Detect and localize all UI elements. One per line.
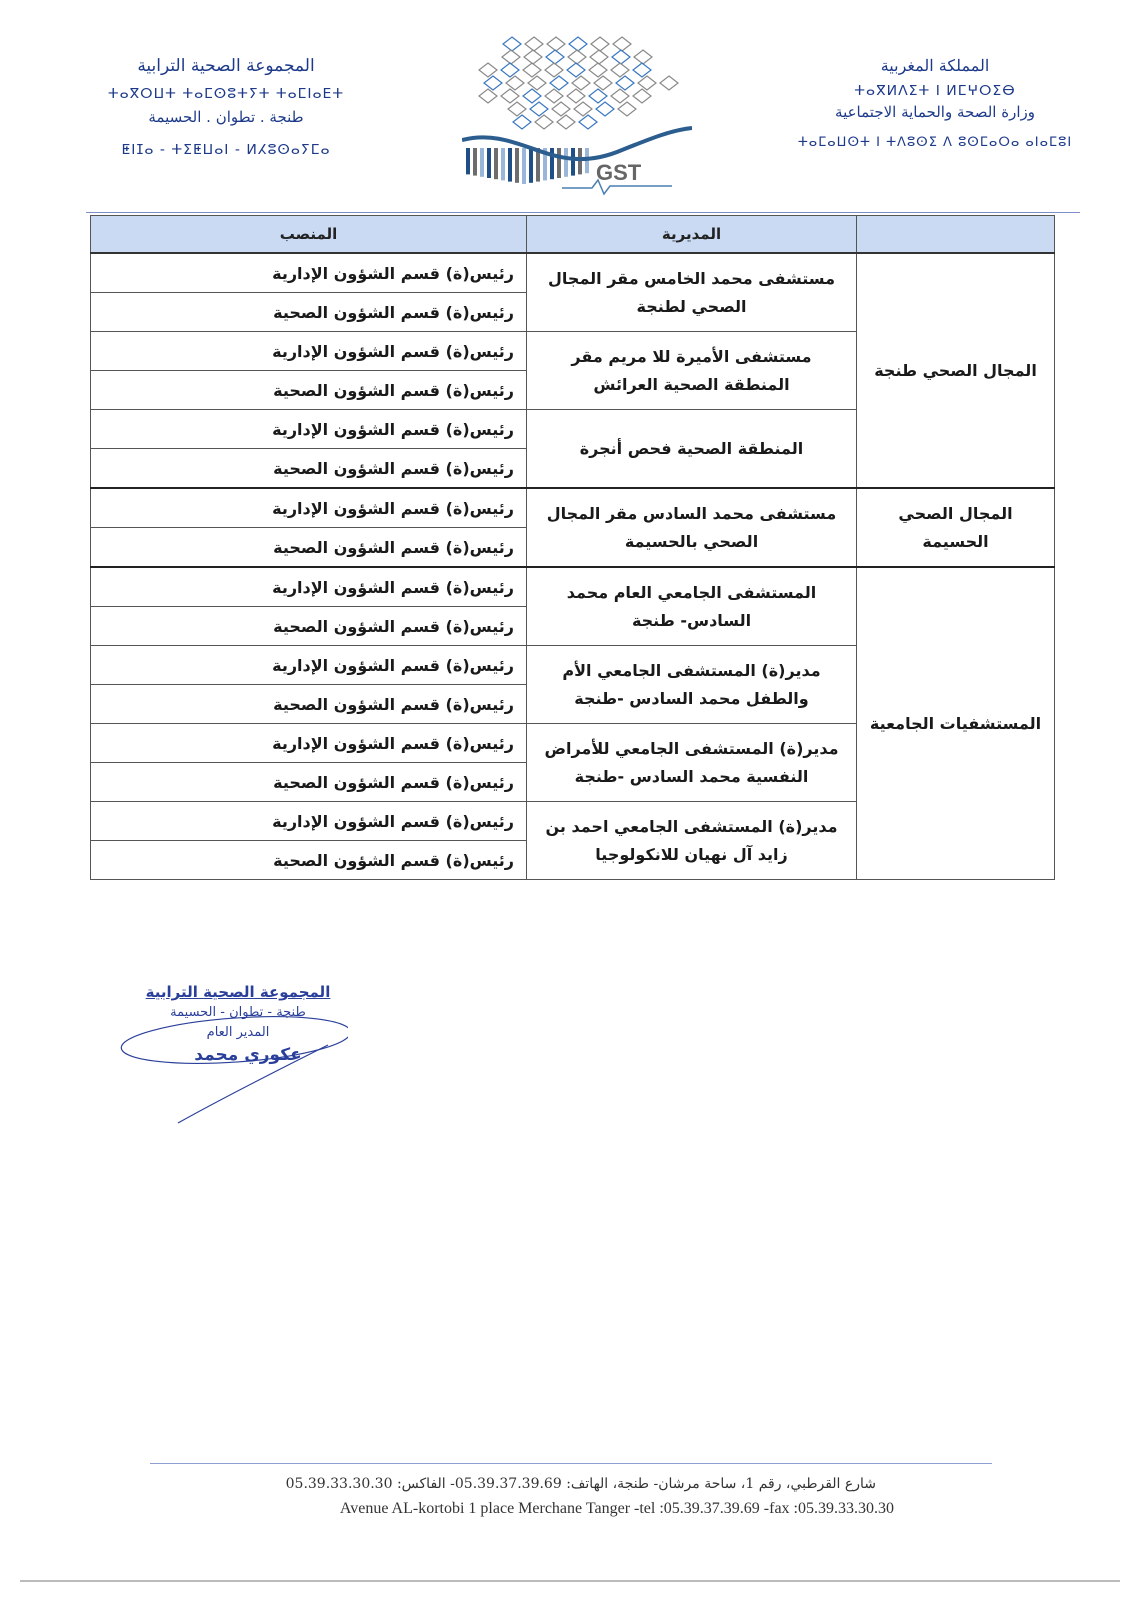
directorate-cell: المستشفى الجامعي العام محمد السادس- طنجة <box>527 567 857 646</box>
position-cell: رئيس(ة) قسم الشؤون الصحية <box>91 841 527 880</box>
header-right-block <box>770 56 1100 150</box>
table-header-row <box>91 216 1055 254</box>
logo-text: GST <box>596 160 642 185</box>
footer-divider <box>150 1463 992 1464</box>
position-cell: رئيس(ة) قسم الشؤون الإدارية <box>91 410 527 449</box>
footer-address-french: Avenue AL-kortobi 1 place Merchane Tanger -tel :05.39.37.39.69 -fax :05.39.33.30.30 <box>339 1500 894 1517</box>
header-position: المنصب <box>91 216 527 254</box>
positions-table <box>90 215 1055 880</box>
position-cell: رئيس(ة) قسم الشؤون الإدارية <box>91 802 527 841</box>
footer-address-arabic: شارع القرطبي، رقم 1، ساحة مرشان- طنجة، الهاتف: 05.39.37.39.69- الفاكس: 05.39.33.30.30 <box>285 1476 876 1492</box>
position-cell: رئيس(ة) قسم الشؤون الصحية <box>91 763 527 802</box>
stamp-line-cities: طنجة - تطوان - الحسيمة <box>170 1005 306 1020</box>
header-directorate: المديرية <box>527 216 857 254</box>
gst-logo <box>462 30 692 200</box>
position-cell: رئيس(ة) قسم الشؤون الإدارية <box>91 646 527 685</box>
table-row <box>91 488 1055 528</box>
kingdom-title: المملكة المغربية <box>880 56 990 75</box>
region-cities: طنجة . تطوان . الحسيمة <box>148 108 304 126</box>
territorial-group-title: المجموعة الصحية الترابية <box>137 56 315 76</box>
kingdom-title-tifinagh: ⵜⴰⴳⵍⴷⵉⵜ ⵏ ⵍⵎⵖⵔⵉⴱ <box>854 83 1016 99</box>
position-cell: رئيس(ة) قسم الشؤون الإدارية <box>91 332 527 371</box>
header-left-block <box>86 56 366 158</box>
directorate-cell: مستشفى محمد السادس مقر المجال الصحي بالحسيمة <box>527 488 857 567</box>
position-cell: رئيس(ة) قسم الشؤون الصحية <box>91 449 527 489</box>
directorate-cell: مدير(ة) المستشفى الجامعي الأم والطفل محمد السادس -طنجة <box>527 646 857 724</box>
position-cell: رئيس(ة) قسم الشؤون الصحية <box>91 607 527 646</box>
director-stamp <box>118 975 348 1125</box>
stamp-line-title: المدير العام <box>206 1025 270 1040</box>
region-cities-tifinagh: ⵟⵏⵊⴰ - ⵜⵉⵟⵡⴰⵏ - ⵍⵃⵓⵙⴰⵢⵎⴰ <box>121 142 331 158</box>
page-edge-line <box>20 1580 1120 1582</box>
position-cell: رئيس(ة) قسم الشؤون الإدارية <box>91 567 527 607</box>
position-cell: رئيس(ة) قسم الشؤون الإدارية <box>91 724 527 763</box>
position-cell: رئيس(ة) قسم الشؤون الصحية <box>91 293 527 332</box>
table-row <box>91 567 1055 607</box>
position-cell: رئيس(ة) قسم الشؤون الصحية <box>91 528 527 568</box>
directorate-cell: مستشفى محمد الخامس مقر المجال الصحي لطنجة <box>527 253 857 332</box>
directorate-cell: مدير(ة) المستشفى الجامعي احمد بن زايد آل نهيان للانكولوجيا <box>527 802 857 880</box>
position-cell: رئيس(ة) قسم الشؤون الإدارية <box>91 253 527 293</box>
domain-cell: المجال الصحي الحسيمة <box>857 488 1055 567</box>
directorate-cell: المنطقة الصحية فحص أنجرة <box>527 410 857 489</box>
stamp-line-name: عكوري محمد <box>194 1045 302 1065</box>
table-row <box>91 253 1055 293</box>
header-domain <box>857 216 1055 254</box>
ministry-title-tifinagh: ⵜⴰⵎⴰⵡⵙⵜ ⵏ ⵜⴷⵓⵙⵉ ⴷ ⵓⵙⵎⴰⵔⴰ ⴰⵏⴰⵎⵓⵏ <box>797 135 1073 150</box>
domain-cell: المجال الصحي طنجة <box>857 253 1055 488</box>
stamp-line-group: المجموعة الصحية الترابية <box>145 983 331 1001</box>
directorate-cell: مستشفى الأميرة للا مريم مقر المنطقة الصحية العرائش <box>527 332 857 410</box>
ministry-title: وزارة الصحة والحماية الاجتماعية <box>835 103 1035 121</box>
domain-cell: المستشفيات الجامعية <box>857 567 1055 880</box>
header-divider <box>86 212 1080 213</box>
directorate-cell: مدير(ة) المستشفى الجامعي للأمراض النفسية محمد السادس -طنجة <box>527 724 857 802</box>
territorial-group-title-tifinagh: ⵜⴰⴳⵔⵡⵜ ⵜⴰⵎⵙⵓⵜⵢⵜ ⵜⴰⵎⵏⴰⴹⵜ <box>107 86 345 102</box>
position-cell: رئيس(ة) قسم الشؤون الصحية <box>91 371 527 410</box>
position-cell: رئيس(ة) قسم الشؤون الإدارية <box>91 488 527 528</box>
position-cell: رئيس(ة) قسم الشؤون الصحية <box>91 685 527 724</box>
